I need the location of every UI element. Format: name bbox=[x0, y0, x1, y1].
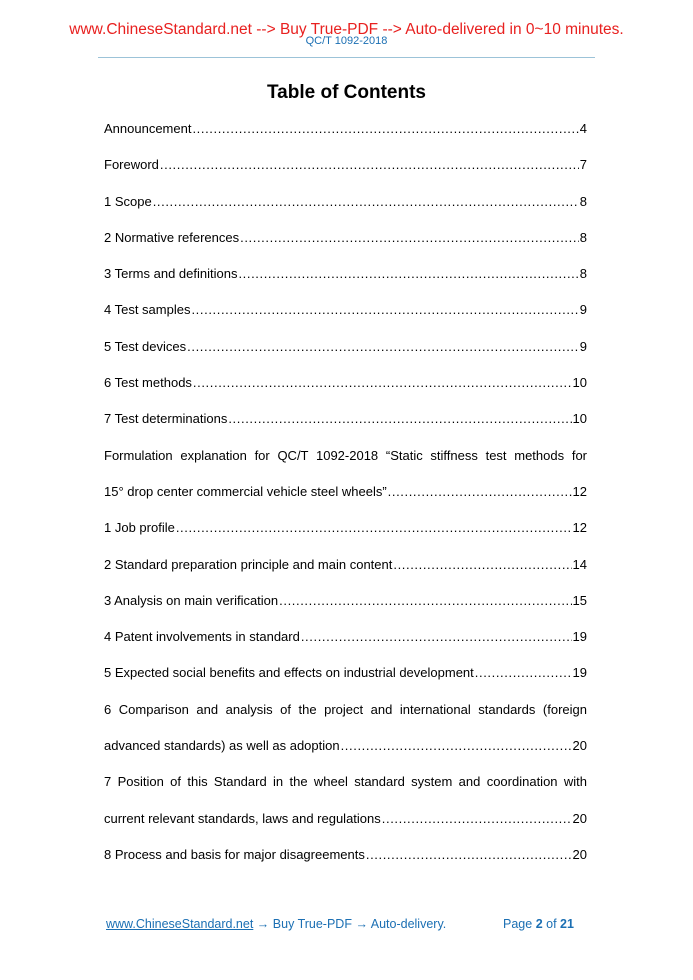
toc-entry-page: 10 bbox=[572, 411, 587, 427]
dot-leader bbox=[382, 809, 572, 829]
toc-entry-text: 6 Test methods bbox=[104, 375, 192, 391]
dot-leader bbox=[475, 663, 572, 683]
toc-entry-text: 4 Patent involvements in standard bbox=[104, 629, 300, 645]
toc-entry-formulation-line2[interactable] bbox=[104, 482, 587, 518]
dot-leader bbox=[366, 845, 572, 865]
toc-entry-normative-references[interactable] bbox=[104, 228, 587, 264]
toc-entry-test-methods[interactable] bbox=[104, 373, 587, 409]
toc-entry-page: 20 bbox=[572, 738, 587, 754]
toc-entry-job-profile[interactable] bbox=[104, 518, 587, 554]
dot-leader bbox=[153, 192, 579, 212]
dot-leader bbox=[301, 627, 572, 647]
toc-entry-test-samples[interactable] bbox=[104, 300, 587, 336]
toc-entry-text: 7 Position of this Standard in the wheel standard system and coordination with bbox=[104, 774, 587, 790]
toc-entry-announcement[interactable] bbox=[104, 119, 587, 155]
toc-entry-page: 20 bbox=[572, 846, 587, 862]
dot-leader bbox=[240, 228, 579, 248]
toc-entry-page: 15 bbox=[572, 592, 587, 608]
toc-entry-page: 7 bbox=[579, 157, 587, 173]
toc-entry-text: 2 Standard preparation principle and main content bbox=[104, 556, 393, 572]
dot-leader bbox=[187, 337, 579, 357]
toc-entry-text: 1 Job profile bbox=[104, 520, 175, 536]
toc-entry-text: advanced standards) as well as adoption bbox=[104, 738, 340, 754]
toc-entry-text: Foreword bbox=[104, 157, 159, 173]
toc-entry-text: 7 Test determinations bbox=[104, 411, 228, 427]
toc-entry-text: 2 Normative references bbox=[104, 229, 240, 245]
toc-entry-terms-definitions[interactable] bbox=[104, 264, 587, 300]
arrow-right-icon: → bbox=[355, 917, 368, 931]
page-label: Page bbox=[503, 917, 533, 931]
toc-entry-formulation-line1[interactable] bbox=[104, 446, 587, 482]
footer-site-link[interactable]: www.ChineseStandard.net bbox=[106, 917, 254, 931]
total-pages: 21 bbox=[560, 917, 574, 931]
toc-entry-preparation-principle[interactable] bbox=[104, 555, 587, 591]
toc-entry-page: 19 bbox=[572, 629, 587, 645]
toc-entry-page: 12 bbox=[572, 483, 587, 499]
toc-entry-text: 4 Test samples bbox=[104, 302, 191, 318]
arrow-right-icon: → bbox=[256, 917, 270, 931]
dot-leader bbox=[176, 518, 572, 538]
dot-leader bbox=[192, 119, 578, 139]
dot-leader bbox=[238, 264, 578, 284]
footer-links bbox=[106, 917, 446, 932]
toc-entry-scope[interactable] bbox=[104, 192, 587, 228]
footer-delivery-text: Auto-delivery. bbox=[370, 917, 447, 931]
toc-entry-patent-involvements[interactable] bbox=[104, 627, 587, 663]
toc-entry-page: 9 bbox=[579, 302, 587, 318]
toc-entry-text: Formulation explanation for QC/T 1092-2018 “Static stiffness test methods for bbox=[104, 447, 587, 463]
toc-entry-text: current relevant standards, laws and regulations bbox=[104, 810, 381, 826]
toc-entry-social-benefits[interactable] bbox=[104, 663, 587, 699]
dot-leader bbox=[279, 591, 571, 611]
toc-entry-page: 8 bbox=[579, 193, 587, 209]
toc-entry-text: 8 Process and basis for major disagreements bbox=[104, 846, 365, 862]
dot-leader bbox=[193, 373, 572, 393]
toc-entry-page: 20 bbox=[572, 810, 587, 826]
dot-leader bbox=[160, 155, 579, 175]
toc-entry-text: 5 Test devices bbox=[104, 338, 187, 354]
toc-entry-text: 3 Analysis on main verification bbox=[104, 592, 279, 608]
page-indicator bbox=[503, 917, 574, 932]
of-label: of bbox=[546, 917, 557, 931]
toc-entry-main-verification[interactable] bbox=[104, 591, 587, 627]
toc-entry-test-determinations[interactable] bbox=[104, 409, 587, 445]
toc-entry-text: 15° drop center commercial vehicle steel wheels” bbox=[104, 483, 387, 499]
current-page-number: 2 bbox=[535, 917, 543, 931]
toc-entry-foreword[interactable] bbox=[104, 155, 587, 191]
toc-entry-page: 9 bbox=[579, 338, 587, 354]
toc-entry-text: 1 Scope bbox=[104, 193, 152, 209]
toc-entry-page: 19 bbox=[572, 665, 587, 681]
page-title: Table of Contents bbox=[266, 82, 427, 103]
toc-entry-comparison-line1[interactable] bbox=[104, 700, 587, 736]
header-divider bbox=[98, 57, 595, 58]
standard-code: QC/T 1092-2018 bbox=[305, 35, 388, 47]
toc-entry-text: Announcement bbox=[104, 121, 192, 136]
toc-entry-test-devices[interactable] bbox=[104, 337, 587, 373]
promo-banner[interactable]: www.ChineseStandard.net --> Buy True-PDF --> Auto-delivered in 0~10 minutes. bbox=[69, 21, 624, 38]
toc-entry-position-line1[interactable] bbox=[104, 772, 587, 808]
table-of-contents bbox=[104, 119, 587, 881]
dot-leader bbox=[341, 736, 572, 756]
toc-entry-page: 14 bbox=[572, 556, 587, 572]
dot-leader bbox=[228, 409, 571, 429]
dot-leader bbox=[393, 555, 571, 575]
toc-entry-page: 4 bbox=[579, 121, 587, 136]
toc-entry-text: 6 Comparison and analysis of the project and international standards (foreign bbox=[104, 701, 587, 717]
toc-entry-page: 8 bbox=[579, 229, 587, 245]
toc-entry-page: 8 bbox=[579, 266, 587, 282]
toc-entry-text: 5 Expected social benefits and effects on industrial development bbox=[104, 665, 474, 681]
toc-entry-text: 3 Terms and definitions bbox=[104, 266, 238, 282]
toc-entry-position-line2[interactable] bbox=[104, 809, 587, 845]
dot-leader bbox=[191, 300, 578, 320]
toc-entry-major-disagreements[interactable] bbox=[104, 845, 587, 881]
footer-buy-link[interactable]: Buy True-PDF bbox=[272, 917, 352, 931]
toc-entry-comparison-line2[interactable] bbox=[104, 736, 587, 772]
toc-entry-page: 12 bbox=[572, 520, 587, 536]
dot-leader bbox=[388, 482, 572, 502]
toc-entry-page: 10 bbox=[572, 375, 587, 391]
